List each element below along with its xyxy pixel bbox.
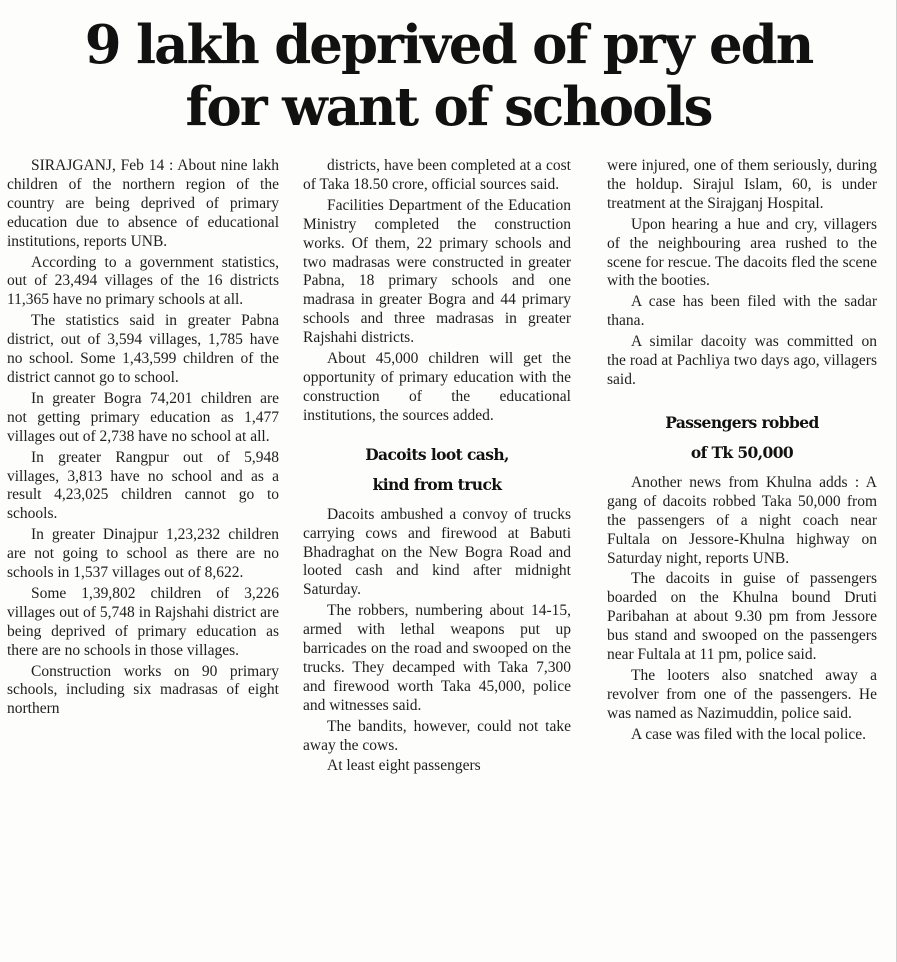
paragraph: In greater Rangpur out of 5,948 villages, 3,813 have no school and as a result 4,23,025 children cannot go to schools. bbox=[7, 448, 279, 523]
subheading-dacoits-loot bbox=[303, 440, 571, 500]
headline-line-1: 9 lakh deprived of pry edn bbox=[84, 14, 813, 76]
headline-line-2: for want of schools bbox=[185, 76, 712, 138]
paragraph: Another news from Khulna adds : A gang of dacoits robbed Taka 50,000 from the passengers of a night coach near Fultala on Jessore-Khulna highway on Saturday night, reports UNB. bbox=[607, 473, 877, 567]
paragraph: Some 1,39,802 children of 3,226 villages out of 5,748 in Rajshahi district are being deprived of primary education as there are no schools in those villages. bbox=[7, 584, 279, 659]
column-3 bbox=[607, 157, 877, 747]
article-columns bbox=[0, 157, 897, 962]
paragraph: Facilities Department of the Education Ministry completed the construction works. Of them, 22 primary schools and two madrasas were constructed in greater Pabna, 18 primary schools and one madrasa in greater Bogra and 44 primary schools and three madrasas in greater Rajshahi districts. bbox=[303, 196, 571, 347]
paragraph: Construction works on 90 primary schools, including six madrasas of eight northern bbox=[7, 662, 279, 718]
paragraph: The bandits, however, could not take away the cows. bbox=[303, 717, 571, 754]
subheading-line: of Tk 50,000 bbox=[690, 442, 794, 462]
paragraph: A similar dacoity was committed on the road at Pachliya two days ago, villagers said. bbox=[607, 333, 877, 388]
paragraph: In greater Bogra 74,201 children are not getting primary education as 1,477 villages out of 2,738 have no school at all. bbox=[7, 389, 279, 445]
paragraph: In greater Dinajpur 1,23,232 children are not going to school as there are no schools in 1,537 villages out of 8,622. bbox=[7, 526, 279, 582]
subheading-line: Dacoits loot cash, bbox=[365, 444, 509, 464]
paragraph: At least eight passengers bbox=[327, 757, 481, 775]
paragraph: The robbers, numbering about 14-15, armed with lethal weapons put up barricades on the road and swooped on the trucks. They decamped with Taka 7,300 and firewood worth Taka 45,000, police and witnesses said. bbox=[303, 602, 571, 714]
paragraph: The dacoits in guise of passengers boarded on the Khulna bound Druti Paribahan at about 9.30 pm from Jessore bus stand and swooped on the passengers near Fultala at 11 pm, police said. bbox=[607, 570, 877, 664]
paragraph: SIRAJGANJ, Feb 14 : About nine lakh children of the northern region of the country are being deprived of primary education due to absence of educational institutions, reports UNB. bbox=[7, 157, 279, 250]
paragraph: districts, have been completed at a cost of Taka 18.50 crore, official sources said. bbox=[303, 157, 571, 193]
paragraph: The statistics said in greater Pabna district, out of 3,594 villages, 1,785 have no school. Some 1,43,599 children of the district cannot go to school. bbox=[7, 312, 279, 386]
paragraph: A case was filed with the local police. bbox=[631, 725, 867, 743]
headline bbox=[0, 0, 897, 138]
paragraph: Dacoits ambushed a convoy of trucks carrying cows and firewood at Babuti Bhadraghat on the New Bogra Road and looted cash and kind after midnight Saturday. bbox=[303, 505, 571, 599]
subheading-line: Passengers robbed bbox=[665, 412, 819, 432]
column-1 bbox=[7, 157, 279, 721]
paragraph: A case has been filed with the sadar thana. bbox=[607, 293, 877, 330]
column-2 bbox=[303, 157, 571, 778]
paragraph: According to a government statistics, out of 23,494 villages of the 16 districts 11,365 have no primary schools at all. bbox=[7, 253, 279, 309]
paragraph: About 45,000 children will get the opportunity of primary education with the construction of the educational institutions, the sources added. bbox=[303, 350, 571, 424]
subheading-passengers-robbed bbox=[607, 408, 877, 468]
paragraph: were injured, one of them seriously, during the holdup. Sirajul Islam, 60, is under treatment at the Sirajganj Hospital. bbox=[607, 157, 877, 212]
subheading-line: kind from truck bbox=[372, 474, 502, 494]
paragraph: Upon hearing a hue and cry, villagers of the neighbouring area rushed to the scene for rescue. The dacoits fled the scene with the booties. bbox=[607, 215, 877, 290]
paragraph: The looters also snatched away a revolver from one of the passengers. He was named as Nazimuddin, police said. bbox=[607, 666, 877, 722]
